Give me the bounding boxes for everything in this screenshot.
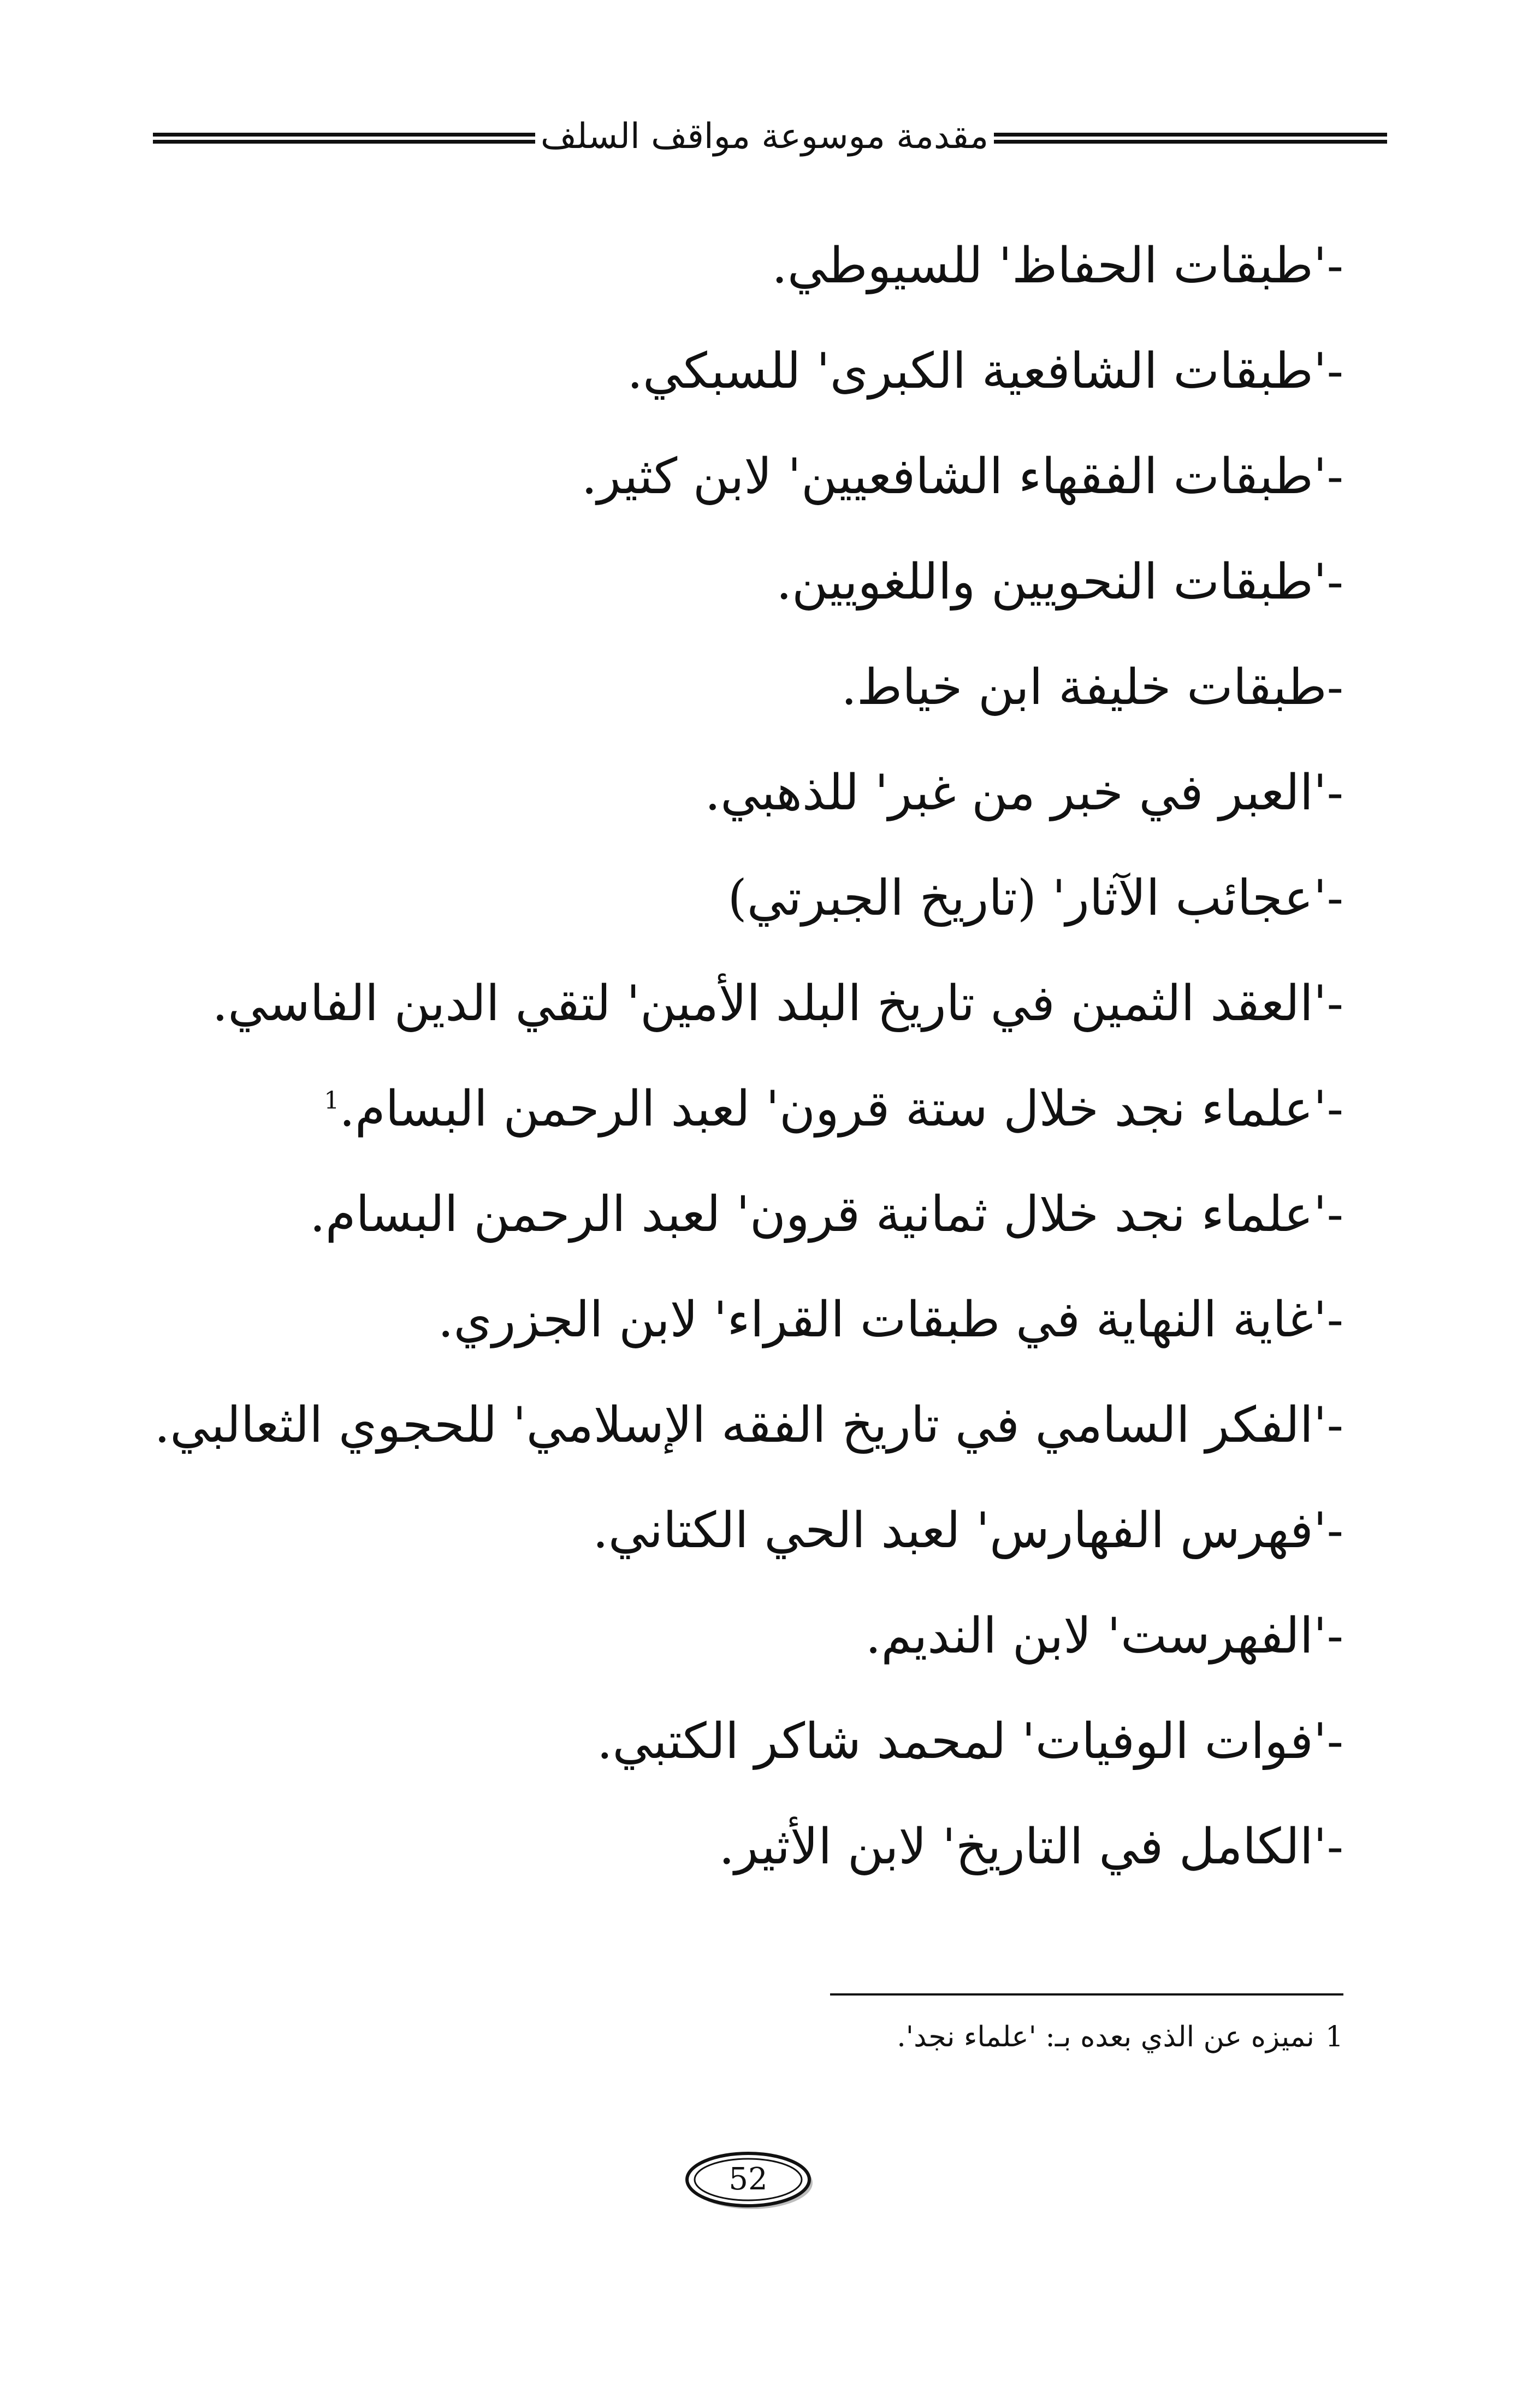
- list-item: -طبقات خليفة ابن خياط.: [841, 659, 1343, 716]
- list-item: -'طبقات الحفاظ' للسيوطي.: [772, 237, 1343, 294]
- header-title: مقدمة موسوعة مواقف السلف: [540, 116, 989, 157]
- list-item: -'غاية النهاية في طبقات القراء' لابن الجزري.: [437, 1291, 1343, 1348]
- list-item: -'الكامل في التاريخ' لابن الأثير.: [719, 1818, 1343, 1875]
- list-item: -'طبقات النحويين واللغويين.: [776, 553, 1343, 611]
- list-item: -'العبر في خبر من غبر' للذهبي.: [704, 764, 1343, 821]
- footnote-text: نميزه عن الذي بعده بـ: 'علماء نجد'.: [897, 2021, 1314, 2053]
- footnote-number: 1: [1325, 2021, 1343, 2053]
- bibliography-list: [142, 213, 1343, 1899]
- list-item: -'الفكر السامي في تاريخ الفقه الإسلامي' للحجوي الثعالبي.: [154, 1396, 1343, 1454]
- page-number: 52: [728, 2162, 768, 2197]
- header-rule-left: [153, 133, 535, 144]
- footnote-marker: 1: [324, 1087, 340, 1115]
- entry-text: -'علماء نجد خلال ستة قرون' لعبد الرحمن البسام.: [339, 1080, 1343, 1138]
- list-item: -'الفهرست' لابن النديم.: [865, 1607, 1343, 1665]
- list-item: -'العقد الثمين في تاريخ البلد الأمين' لتقي الدين الفاسي.: [212, 975, 1343, 1032]
- list-item: -'فهرس الفهارس' لعبد الحي الكتاني.: [593, 1502, 1343, 1559]
- list-item: -'عجائب الآثار' (تاريخ الجبرتي): [727, 869, 1343, 927]
- list-item: -'طبقات الشافعية الكبرى' للسبكي.: [627, 342, 1343, 400]
- list-item: -'علماء نجد خلال ثمانية قرون' لعبد الرحمن البسام.: [310, 1186, 1343, 1243]
- footnote: [579, 2015, 1343, 2059]
- header-rule-right: [994, 133, 1387, 144]
- page-number-badge: [683, 2149, 819, 2215]
- list-item: -'فوات الوفيات' لمحمد شاكر الكتبي.: [596, 1713, 1343, 1770]
- list-item: -'طبقات الفقهاء الشافعيين' لابن كثير.: [581, 448, 1343, 505]
- list-item: [142, 1056, 1343, 1162]
- running-header: [153, 112, 1387, 161]
- footnote-separator: [830, 1993, 1343, 1996]
